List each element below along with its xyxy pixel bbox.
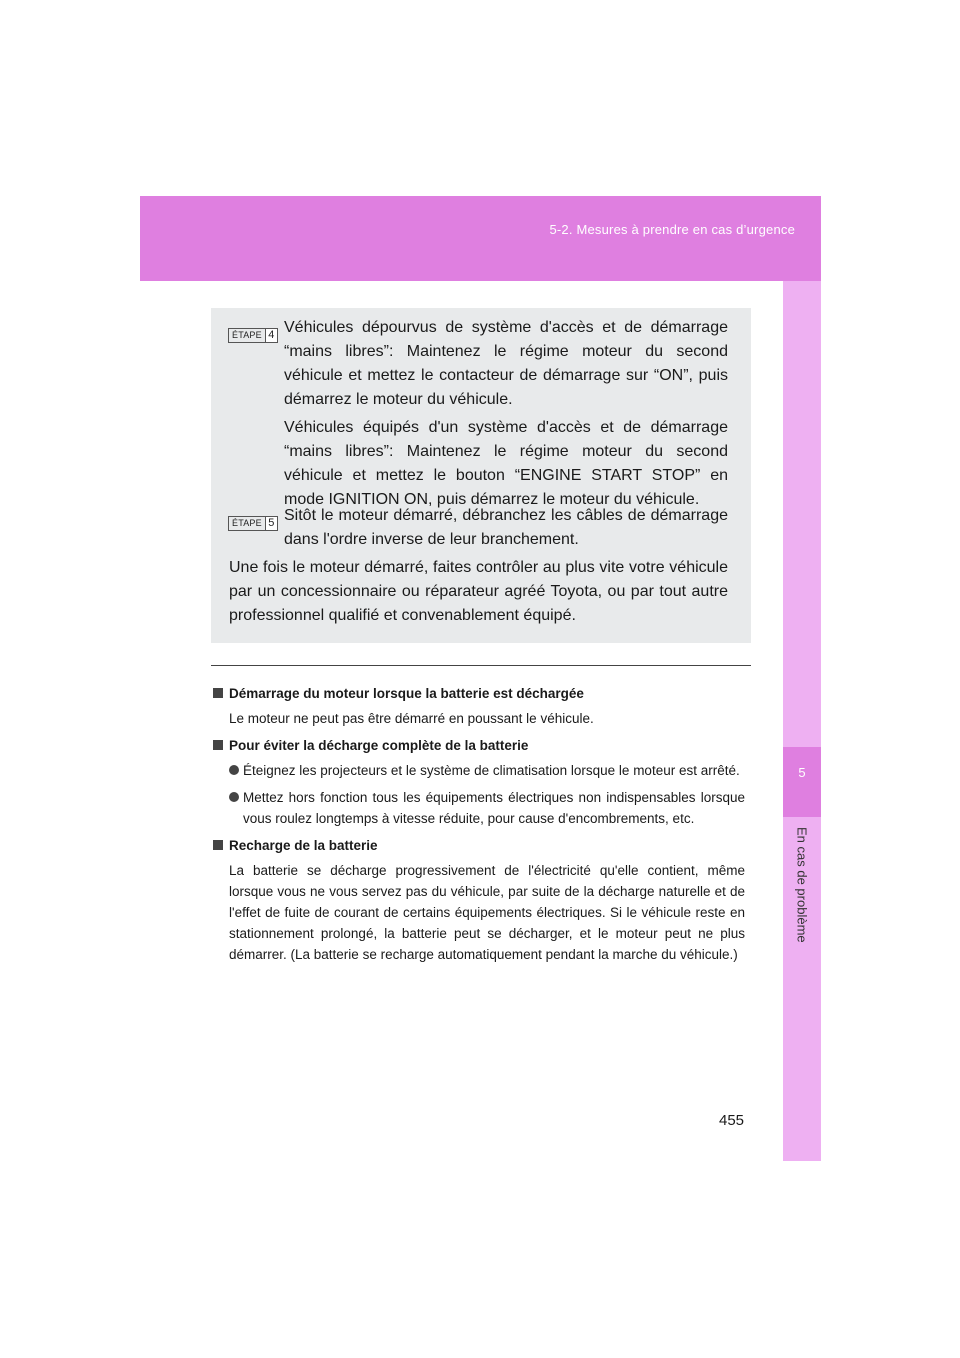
square-bullet-icon (213, 840, 223, 850)
step-5 (228, 504, 728, 556)
note-heading (213, 835, 745, 856)
note-heading (213, 683, 745, 704)
square-bullet-icon (213, 688, 223, 698)
step-badge-label: ÉTAPE (228, 516, 265, 531)
square-bullet-icon (213, 740, 223, 750)
step-badge-label: ÉTAPE (228, 328, 265, 343)
step-badge (228, 516, 278, 531)
step-paragraph: Sitôt le moteur démarré, débranchez les câbles de démarrage dans l'ordre inverse de leur branchement. (284, 507, 728, 548)
note-body: La batterie se décharge progressivement de l'électricité qu'elle contient, même lorsque vous ne vous servez pas du véhicule, par suite de la décharge naturelle et de l'effet de fuite de courant de certains équipements électriques. Si le véhicule reste en stationnement prolongé, la batterie peut se décharger, et le moteur peut ne plus démarrer. (La batterie se recharge automatiquement pendant la marche du véhicule.) (229, 863, 745, 962)
list-item (229, 787, 745, 829)
list-item-text: Éteignez les projecteurs et le système de climatisation lorsque le moteur est arrêté. (243, 763, 740, 778)
page-number: 455 (719, 1112, 745, 1129)
chapter-tab-marker (783, 747, 821, 817)
circle-bullet-icon (229, 765, 239, 775)
section-title: 5-2. Mesures à prendre en cas d’urgence (549, 222, 795, 237)
chapter-number: 5 (798, 765, 806, 780)
closing-paragraph: Une fois le moteur démarré, faites contrôler au plus vite votre véhicule par un concessionnaire ou réparateur agréé Toyota, ou par tout autre professionnel qualifié et convenablement équipé. (229, 559, 728, 624)
circle-bullet-icon (229, 792, 239, 802)
step-badge-number: 4 (265, 328, 278, 343)
step-paragraph: Véhicules dépourvus de système d'accès et de démarrage “mains libres”: Maintenez le régime moteur du second véhicule et mettez le contacteur de démarrage sur “ON”, puis démarrez le moteur du véhicule. (284, 319, 728, 408)
step-badge-number: 5 (265, 516, 278, 531)
chapter-side-tab (783, 281, 821, 1161)
step-paragraph: Véhicules équipés d'un système d'accès et de démarrage “mains libres”: Maintenez le régime moteur du second véhicule et mettez le bouton “ENGINE START STOP” en mode IGNITION ON, puis démarrez le moteur du véhicule. (284, 419, 728, 508)
note-heading-text: Recharge de la batterie (229, 838, 378, 853)
step-4 (228, 316, 728, 516)
step-badge (228, 328, 278, 343)
note-heading-text: Pour éviter la décharge complète de la batterie (229, 738, 529, 753)
note-body: Le moteur ne peut pas être démarré en poussant le véhicule. (229, 711, 594, 726)
note-heading-text: Démarrage du moteur lorsque la batterie est déchargée (229, 686, 584, 701)
list-item (229, 760, 745, 781)
chapter-title: En cas de problème (794, 827, 810, 943)
notes-section (213, 683, 745, 971)
section-divider (211, 665, 751, 666)
note-heading (213, 735, 745, 756)
section-header-band (140, 196, 821, 281)
list-item-text: Mettez hors fonction tous les équipements électriques non indispensables lorsque vous roulez longtemps à vitesse réduite, pour cause d'encombrements, etc. (243, 790, 745, 826)
